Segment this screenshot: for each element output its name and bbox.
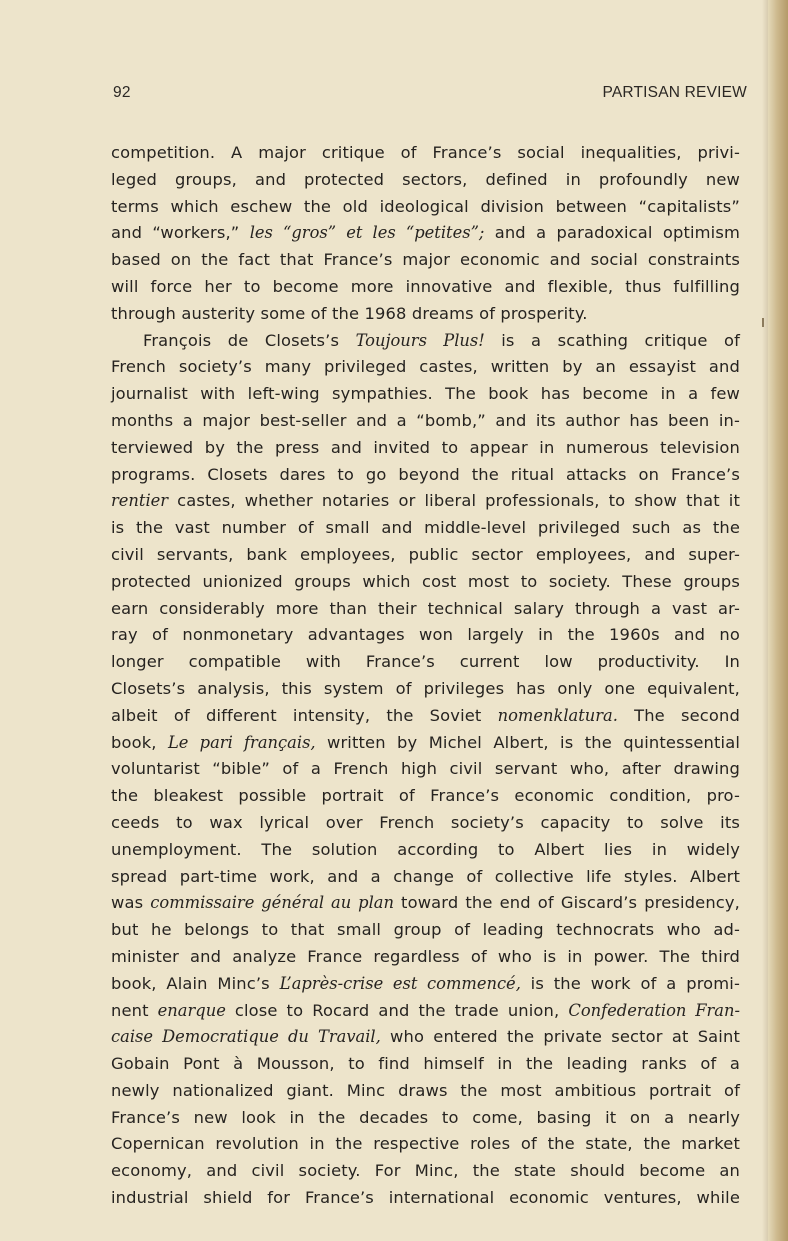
text-span: is the vast number of small and middle-level privileged such as the [111,518,740,538]
text-line [111,783,740,810]
page-number: 92 [113,84,131,101]
text-line [111,1185,740,1212]
text-span: is the work of a promi- [520,973,740,993]
text-span: the bleakest possible portrait of France’s economic condition, pro- [111,786,740,806]
page-edge [768,0,788,1241]
text-line [111,381,740,408]
italic-title: commissaire général au plan [150,893,394,913]
text-line [111,917,740,944]
text-span: programs. Closets dares to go beyond the ritual attacks on France’s [111,464,740,484]
text-line [111,1131,740,1158]
text-line [111,1078,740,1105]
text-span: was [111,893,151,913]
text-span: French society’s many privileged castes, written by an essayist and [111,357,740,377]
text-span: civil servants, bank employees, public sector employees, and super- [111,544,740,564]
text-span: Gobain Pont à Mousson, to find himself in the leading ranks of a [111,1054,740,1074]
text-span: toward the end of Giscard’s presidency, [393,893,741,913]
text-span: voluntarist “bible” of a French high civil servant who, after drawing [111,759,740,779]
text-line [111,1105,740,1132]
italic-title: les “gros” et les “petites”; [249,223,485,243]
text-span: terms which eschew the old ideological division between “capitalists” [111,196,740,216]
text-span: longer compatible with France’s current low productivity. In [111,652,740,672]
text-span: competition. A major critique of France’s social inequalities, privi- [111,143,740,162]
text-span: will force her to become more innovative and flexible, thus fulfilling [111,276,740,296]
text-line [111,408,740,435]
text-line [111,569,740,596]
text-span: The second [617,705,740,725]
text-line [111,756,740,783]
text-line [111,622,740,649]
text-line [111,890,740,917]
text-line [111,810,740,837]
italic-title: rentier [111,491,169,511]
text-line [111,730,740,757]
text-span: terviewed by the press and invited to appear in numerous television [111,437,740,457]
text-line [111,194,740,221]
text-line [111,542,740,569]
italic-title: enarque [157,1000,226,1020]
text-span: book, Alain Minc’s [111,973,280,993]
text-line [111,837,740,864]
text-span: François de Closets’s [143,330,356,350]
text-line [111,488,740,515]
italic-title: Toujours Plus! [355,330,485,350]
text-line [111,1024,740,1051]
text-span: minister and analyze France regardless of who is in power. The third [111,946,740,966]
text-span: protected unionized groups which cost most to society. These groups [111,571,740,591]
text-line [111,1051,740,1078]
text-line [111,328,740,355]
text-span: spread part-time work, and a change of collective life styles. Albert [111,866,740,886]
text-line [111,649,740,676]
italic-title: caise Democratique du Travail, [111,1027,381,1047]
text-line [111,140,740,167]
text-span: nent [111,1000,158,1020]
text-line [111,354,740,381]
text-line [111,676,740,703]
text-span: written by Michel Albert, is the quintessential [315,732,740,752]
text-span: and “workers,” [111,223,250,243]
text-line [111,167,740,194]
text-line [111,247,740,274]
text-span: Copernican revolution in the respective roles of the state, the market [111,1134,740,1154]
text-line [111,1158,740,1185]
text-span: based on the fact that France’s major economic and social constraints [111,250,740,270]
text-span: earn considerably more than their technical salary through a vast ar- [111,598,740,618]
text-span: industrial shield for France’s international economic ventures, while [111,1188,740,1208]
text-span: newly nationalized giant. Minc draws the most ambitious portrait of [111,1080,740,1100]
text-span: ceeds to wax lyrical over French society’s capacity to solve its [111,812,740,832]
text-span: albeit of different intensity, the Soviet [111,705,498,725]
text-span: close to Rocard and the trade union, [225,1000,569,1020]
text-line [111,301,740,328]
running-head [113,84,747,106]
text-span: is a scathing critique of [484,330,740,350]
text-span: but he belongs to that small group of leading technocrats who ad- [111,920,740,940]
text-span: journalist with left-wing sympathies. The book has become in a few [111,384,740,404]
text-line [111,274,740,301]
text-span: castes, whether notaries or liberal professionals, to show that it [168,491,740,511]
journal-title: PARTISAN REVIEW [602,84,747,101]
text-span: book, [111,732,168,752]
text-span: Closets’s analysis, this system of privileges has only one equivalent, [111,678,740,698]
text-line [111,220,740,247]
italic-title: Le pari français, [168,732,316,752]
text-line [111,462,740,489]
italic-title: nomenklatura. [497,705,618,725]
text-span: months a major best-seller and a “bomb,” and its author has been in- [111,410,740,430]
margin-mark [762,318,764,327]
text-span: ray of nonmonetary advantages won largely in the 1960s and no [111,625,740,645]
text-span: economy, and civil society. For Minc, the state should become an [111,1161,740,1181]
italic-title: Confederation Fran- [568,1000,740,1020]
text-line [111,596,740,623]
body-text [111,140,740,1212]
text-line [111,944,740,971]
text-span: through austerity some of the 1968 dreams of prosperity. [111,303,588,323]
text-span: unemployment. The solution according to Albert lies in widely [111,839,740,859]
text-line [111,515,740,542]
text-line [111,703,740,730]
text-span: France’s new look in the decades to come, basing it on a nearly [111,1107,740,1127]
text-line [111,435,740,462]
text-span: and a paradoxical optimism [484,223,740,243]
text-line [111,864,740,891]
text-line [111,971,740,998]
text-span: leged groups, and protected sectors, defined in profoundly new [111,169,740,189]
text-line [111,998,740,1025]
text-span: who entered the private sector at Saint [380,1027,740,1047]
italic-title: L’après-crise est commencé, [279,973,521,993]
